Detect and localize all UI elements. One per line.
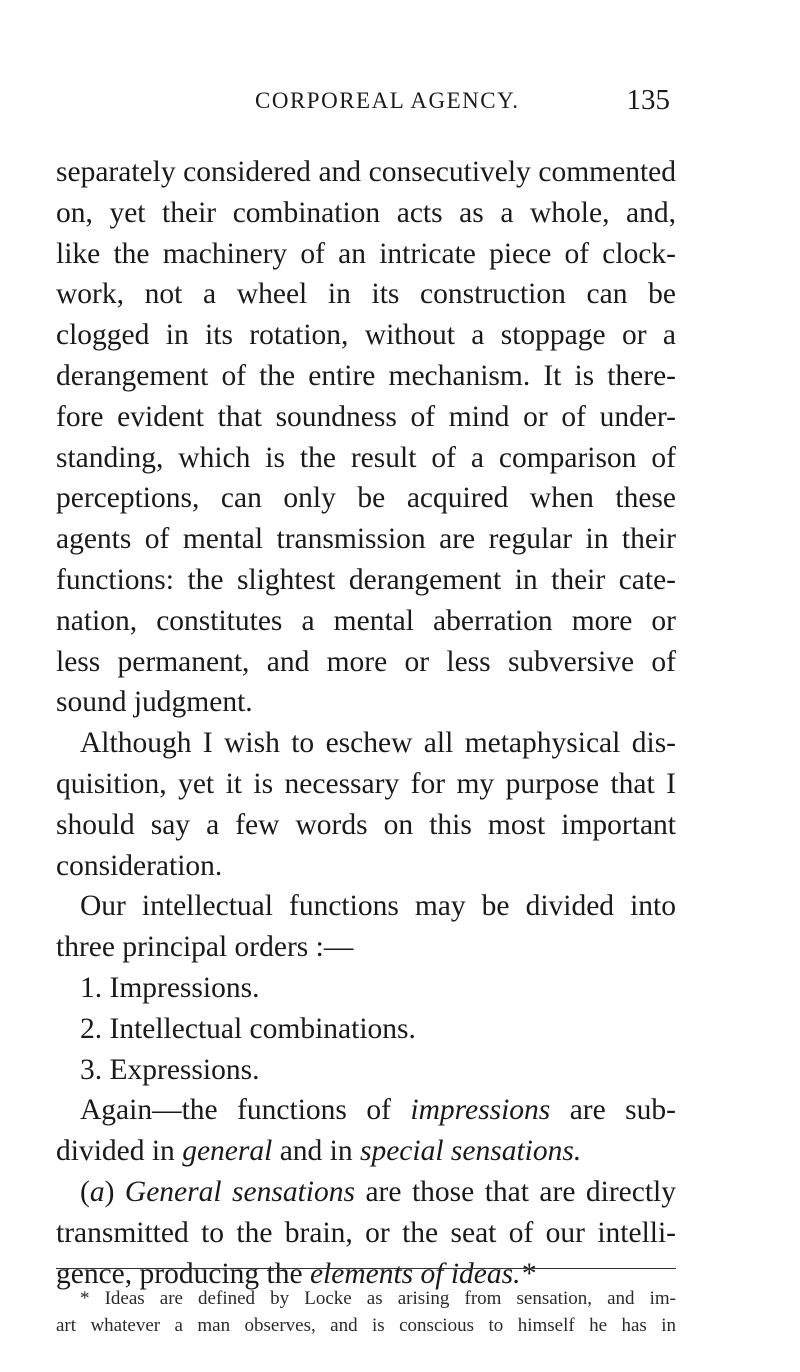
text-run: are those that are directly — [354, 1175, 676, 1208]
text-line: consideration. — [56, 849, 223, 882]
text-line: three principal orders :— — [56, 931, 354, 964]
footnote-line: * Ideas are defined by Locke as arising from sensation, and im- — [80, 1288, 676, 1309]
text-line: work, not a wheel in its construction can be — [56, 278, 676, 311]
italic-run: a — [89, 1175, 105, 1208]
running-title: CORPOREAL AGENCY. — [255, 88, 520, 113]
text-run: gence, producing the — [56, 1257, 310, 1290]
text-line: perceptions, can only be acquired when these — [56, 482, 676, 515]
italic-run: General sensations — [124, 1175, 355, 1208]
text-line: like the machinery of an intricate piece of clock- — [56, 237, 676, 270]
text-line: sound judgment. — [56, 686, 253, 719]
text-run: Again—the functions of — [80, 1094, 411, 1127]
text-line: functions: the slightest derangement in their cate- — [56, 563, 676, 596]
text-line: standing, which is the result of a comparison of — [56, 441, 676, 474]
body-text — [56, 152, 676, 1294]
text-line: agents of mental transmission are regular in their — [56, 523, 676, 556]
text-line: on, yet their combination acts as a whole, and, — [56, 196, 676, 229]
italic-run: special sensations. — [359, 1135, 582, 1168]
text-run: are sub- — [550, 1094, 676, 1127]
text-line: transmitted to the brain, or the seat of our intelli- — [56, 1216, 676, 1249]
footnote — [56, 1285, 676, 1339]
text-line — [56, 1131, 676, 1172]
text-run: divided in — [56, 1135, 183, 1168]
text-run: ) — [104, 1175, 125, 1208]
italic-run: impressions — [410, 1094, 551, 1127]
italic-run: general — [182, 1135, 273, 1168]
footnote-line: art whatever a man observes, and is conscious to himself he has in — [56, 1315, 676, 1336]
footnote-rule — [56, 1268, 676, 1269]
text-line: separately considered and consecutively commented — [56, 156, 676, 188]
text-line: should say a few words on this most important — [56, 808, 676, 841]
list-item: 1. Impressions. — [80, 971, 260, 1004]
text-line: clogged in its rotation, without a stoppage or a — [56, 319, 676, 352]
text-line: Although I wish to eschew all metaphysical dis- — [80, 727, 676, 760]
list-item: 3. Expressions. — [80, 1053, 260, 1086]
text-run: ( — [80, 1175, 90, 1208]
text-line — [56, 1172, 676, 1213]
text-line: Our intellectual functions may be divided into — [80, 890, 676, 923]
text-line: nation, constitutes a mental aberration more or — [56, 604, 676, 637]
text-run: and in — [272, 1135, 360, 1168]
text-line — [56, 1090, 676, 1131]
page-number: 135 — [626, 84, 670, 116]
text-line: derangement of the entire mechanism. It is there- — [56, 359, 676, 392]
text-line: less permanent, and more or less subversive of — [56, 645, 676, 678]
italic-run: elements of ideas.* — [309, 1257, 536, 1290]
text-line: fore evident that soundness of mind or of under- — [56, 400, 676, 433]
list-item: 2. Intellectual combinations. — [80, 1012, 416, 1045]
running-head — [255, 84, 670, 128]
text-line: quisition, yet it is necessary for my purpose that I — [56, 767, 676, 800]
